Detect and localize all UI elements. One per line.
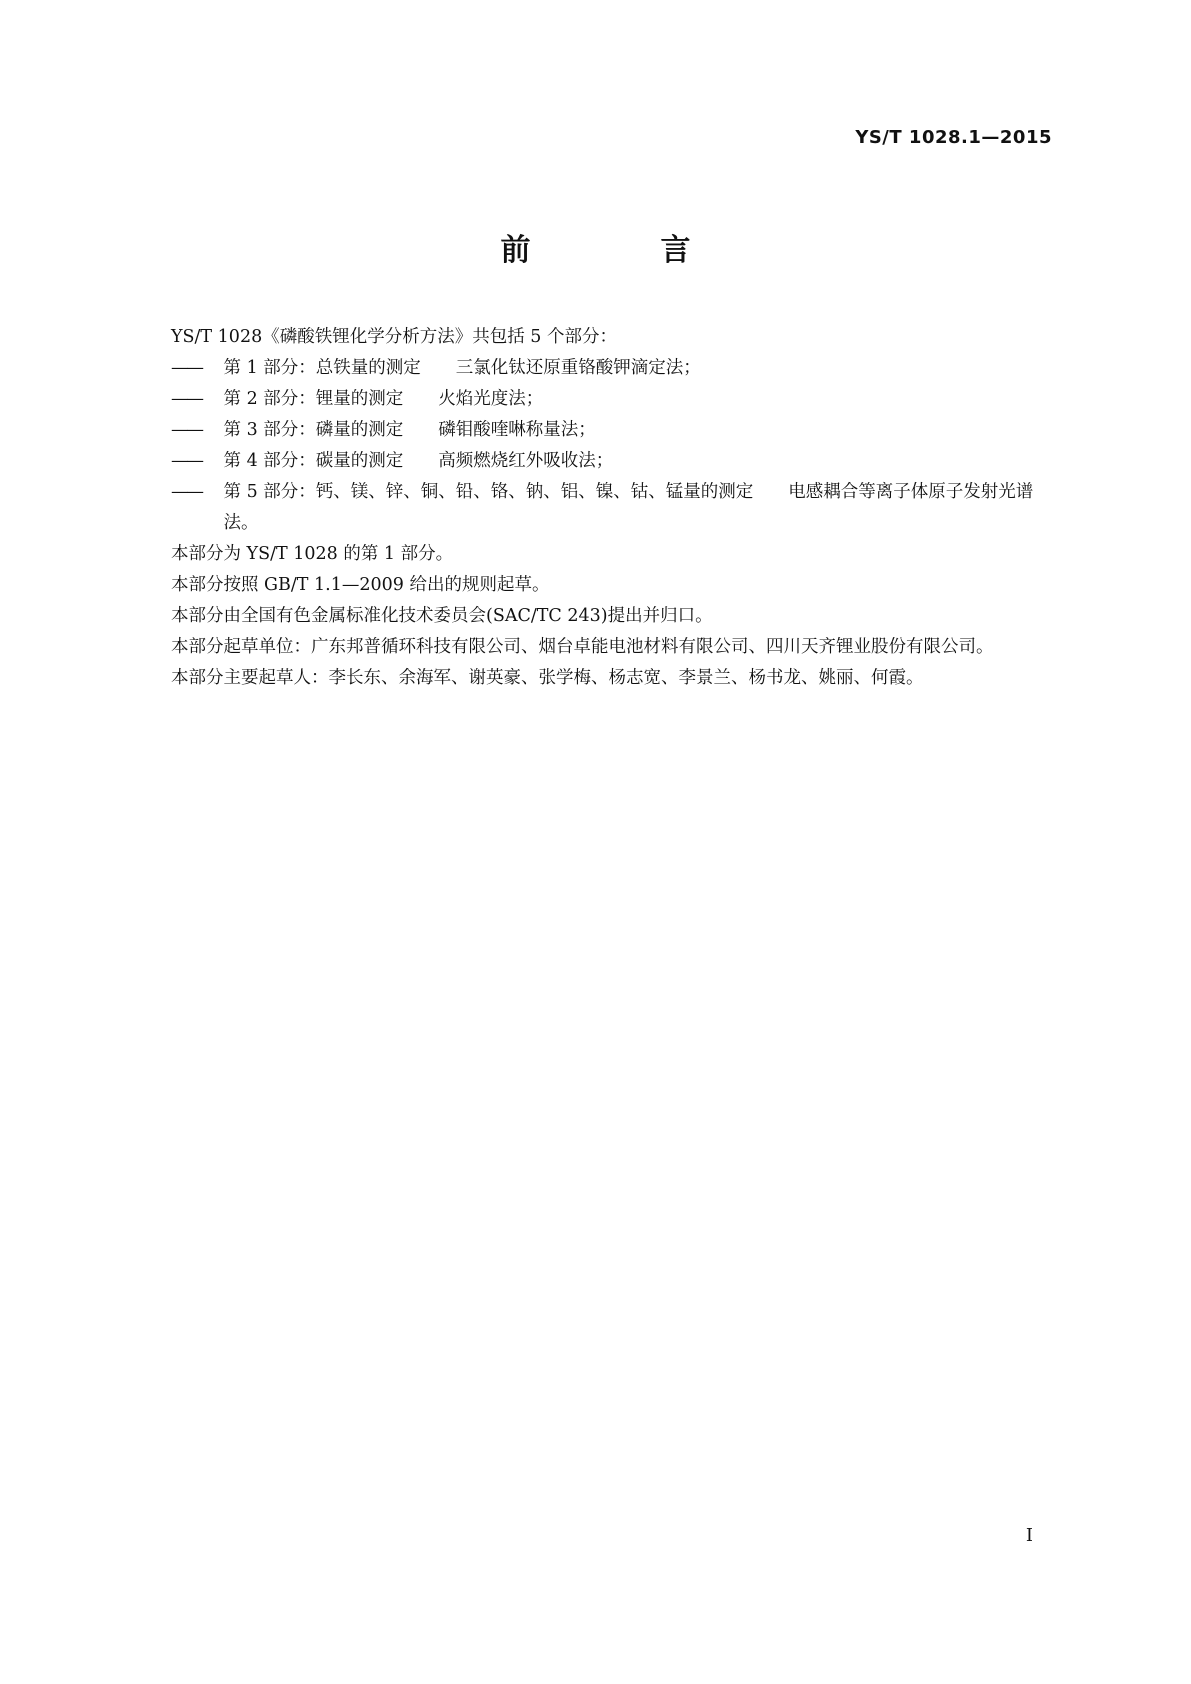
standard-number: YS/T 1028.1—2015 xyxy=(855,127,1052,148)
paragraph-proposer: 本部分由全国有色金属标准化技术委员会(SAC/TC 243)提出并归口。 xyxy=(171,606,713,626)
list-item-part-1 xyxy=(171,353,1056,384)
part-label: 第 4 部分：碳量的测定 xyxy=(223,451,404,471)
list-item-part-4 xyxy=(171,446,1056,477)
list-item-part-3 xyxy=(171,415,1056,446)
paragraph-drafting-units: 本部分起草单位：广东邦普循环科技有限公司、烟台卓能电池材料有限公司、四川天齐锂业股份有限公司。 xyxy=(171,637,994,657)
document-body xyxy=(136,322,1056,694)
intro-paragraph: YS/T 1028《磷酸铁锂化学分析方法》共包括 5 个部分： xyxy=(171,327,617,347)
part-label: 第 5 部分：钙、镁、锌、铜、铅、铬、钠、铝、镍、钴、锰量的测定 xyxy=(223,482,754,502)
paragraph-part-statement: 本部分为 YS/T 1028 的第 1 部分。 xyxy=(171,544,454,564)
dash-marker: —— xyxy=(171,482,202,502)
part-method: 火焰光度法； xyxy=(438,389,544,409)
part-label: 第 2 部分：锂量的测定 xyxy=(223,389,404,409)
dash-marker: —— xyxy=(171,420,202,440)
dash-marker: —— xyxy=(171,389,202,409)
page-title: 前 言 xyxy=(500,233,741,268)
part-method: 三氯化钛还原重铬酸钾滴定法； xyxy=(455,358,701,378)
paragraph-drafters: 本部分主要起草人：李长东、余海军、谢英豪、张学梅、杨志宽、李景兰、杨书龙、姚丽、何霞。 xyxy=(171,668,924,688)
dash-marker: —— xyxy=(171,451,202,471)
list-item-part-5 xyxy=(171,477,1056,539)
list-item-part-2 xyxy=(171,384,1056,415)
page-number: I xyxy=(1025,1525,1033,1546)
paragraph-drafting-rules: 本部分按照 GB/T 1.1—2009 给出的规则起草。 xyxy=(171,575,550,595)
part-label: 第 3 部分：磷量的测定 xyxy=(223,420,404,440)
part-method: 高频燃烧红外吸收法； xyxy=(438,451,614,471)
part-label: 第 1 部分：总铁量的测定 xyxy=(223,358,421,378)
part-method: 磷钼酸喹啉称量法； xyxy=(438,420,596,440)
part-method: 电感耦合等离子体原子发射光谱法。 xyxy=(223,482,1034,533)
dash-marker: —— xyxy=(171,358,202,378)
